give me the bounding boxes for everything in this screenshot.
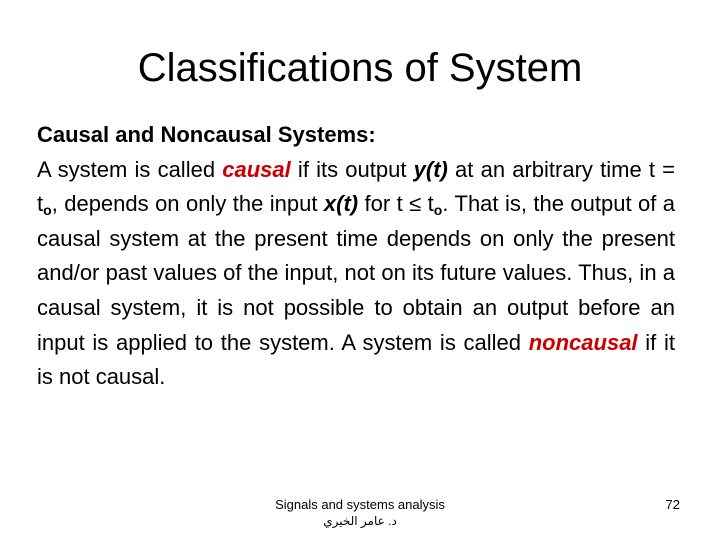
subscript-o: o xyxy=(433,202,443,219)
paragraph-text: if its output xyxy=(290,156,414,182)
paragraph-text: if it is not causal. xyxy=(37,329,675,390)
footer xyxy=(240,497,480,529)
slide-title: Classifications of System xyxy=(137,46,583,90)
paragraph-text: for t ≤ t xyxy=(358,191,434,217)
term-output-y: y(t) xyxy=(413,156,448,182)
paragraph-text: . That is, the output of a causal system at the present time depends on only the present and/or past values of the input, not on its future values. Thus, in a causal system, it is not possible to obtain an output before an input is applied to the system. A system is called xyxy=(37,191,675,355)
paragraph-text: A system is called xyxy=(37,156,223,182)
footer-course: Signals and systems analysis xyxy=(275,497,445,512)
page-number: 72 xyxy=(665,497,680,512)
term-input-x: x(t) xyxy=(323,191,359,217)
paragraph-text: , depends on only the input xyxy=(51,191,324,217)
footer-author: د. عامر الخيري xyxy=(323,514,397,528)
term-noncausal: noncausal xyxy=(528,329,638,355)
slide-body xyxy=(37,118,675,395)
term-causal: causal xyxy=(222,156,291,182)
subscript-o: o xyxy=(43,202,52,219)
paragraph-text: at an arbitrary time t = t xyxy=(37,156,676,217)
body-paragraph xyxy=(37,153,675,395)
section-heading: Causal and Noncausal Systems: xyxy=(37,122,376,147)
